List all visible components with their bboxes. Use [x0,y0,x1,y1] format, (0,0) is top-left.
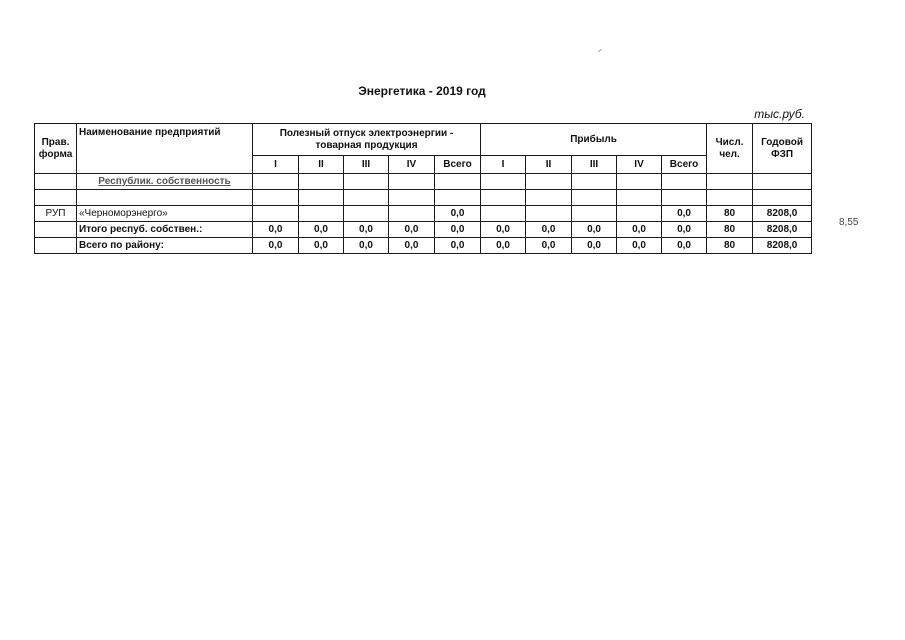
total-row [35,238,812,254]
supply-total: 0,0 [435,206,481,222]
table-cell [707,190,753,206]
page-title: Энергетика - 2019 год [358,84,486,98]
profit-total: 0,0 [662,238,707,254]
table-cell [35,174,77,190]
profit-q1-header: I [481,156,526,174]
supply-q1 [253,206,299,222]
row-form [35,238,77,254]
table-cell [253,190,299,206]
supply-q2-header: II [299,156,344,174]
table-cell [435,174,481,190]
supply-q4 [389,206,435,222]
supply-q3-header: III [344,156,389,174]
table-cell [389,174,435,190]
table-cell [572,190,617,206]
table-cell [389,190,435,206]
table-cell [572,174,617,190]
header-staff: Числ. чел. [707,124,753,174]
row-form: РУП [35,206,77,222]
supply-q1-header: I [253,156,299,174]
section-label: Республик. собственность [77,174,253,190]
table-cell [35,190,77,206]
table-cell [617,190,662,206]
table-cell [435,190,481,206]
profit-total-header: Всего [662,156,707,174]
payroll-value: 8208,0 [753,238,812,254]
profit-q4-header: IV [617,156,662,174]
profit-q4: 0,0 [617,238,662,254]
supply-q2 [299,206,344,222]
subtotal-row [35,222,812,238]
supply-q3: 0,0 [344,222,389,238]
supply-q1: 0,0 [253,238,299,254]
table-cell [753,190,812,206]
profit-q2 [526,206,572,222]
table-cell [526,190,572,206]
profit-q2: 0,0 [526,238,572,254]
profit-q4: 0,0 [617,222,662,238]
table-cell [481,174,526,190]
table-cell [77,190,253,206]
row-name: Итого респуб. собствен.: [77,222,253,238]
profit-total: 0,0 [662,222,707,238]
table-cell [481,190,526,206]
profit-q1: 0,0 [481,222,526,238]
table-cell [299,174,344,190]
header-profit: Прибыль [481,124,707,156]
header-form: Прав. форма [35,124,77,174]
profit-q3-header: III [572,156,617,174]
row-form [35,222,77,238]
section-row [35,174,812,190]
scan-speck [598,49,602,52]
supply-q3 [344,206,389,222]
header-supply: Полезный отпуск электроэнергии - товарная продукция [253,124,481,156]
header-payroll: Годовой ФЗП [753,124,812,174]
supply-q4: 0,0 [389,238,435,254]
table-cell [662,174,707,190]
header-row [35,124,812,156]
supply-total: 0,0 [435,238,481,254]
staff-count: 80 [707,238,753,254]
profit-q2: 0,0 [526,222,572,238]
empty-row [35,190,812,206]
profit-q3: 0,0 [572,222,617,238]
profit-q3 [572,206,617,222]
staff-count: 80 [707,222,753,238]
supply-q2: 0,0 [299,238,344,254]
supply-q3: 0,0 [344,238,389,254]
unit-label: тыс.руб. [754,107,805,121]
energy-table [34,123,812,254]
table-cell [753,174,812,190]
table-cell [299,190,344,206]
profit-q1: 0,0 [481,238,526,254]
side-note-value: 8,55 [839,217,859,228]
profit-q4 [617,206,662,222]
table-cell [617,174,662,190]
profit-total: 0,0 [662,206,707,222]
header-name: Наименование предприятий [77,124,253,174]
table-cell [344,190,389,206]
supply-q4-header: IV [389,156,435,174]
supply-q2: 0,0 [299,222,344,238]
supply-total: 0,0 [435,222,481,238]
table-cell [526,174,572,190]
profit-q2-header: II [526,156,572,174]
table-cell [344,174,389,190]
profit-q3: 0,0 [572,238,617,254]
supply-q1: 0,0 [253,222,299,238]
table-cell [707,174,753,190]
row-name: «Черноморэнерго» [77,206,253,222]
payroll-value: 8208,0 [753,222,812,238]
table-cell [253,174,299,190]
table-cell [662,190,707,206]
supply-total-header: Всего [435,156,481,174]
profit-q1 [481,206,526,222]
supply-q4: 0,0 [389,222,435,238]
row-name: Всего по району: [77,238,253,254]
payroll-value: 8208,0 [753,206,812,222]
table-row [35,206,812,222]
staff-count: 80 [707,206,753,222]
